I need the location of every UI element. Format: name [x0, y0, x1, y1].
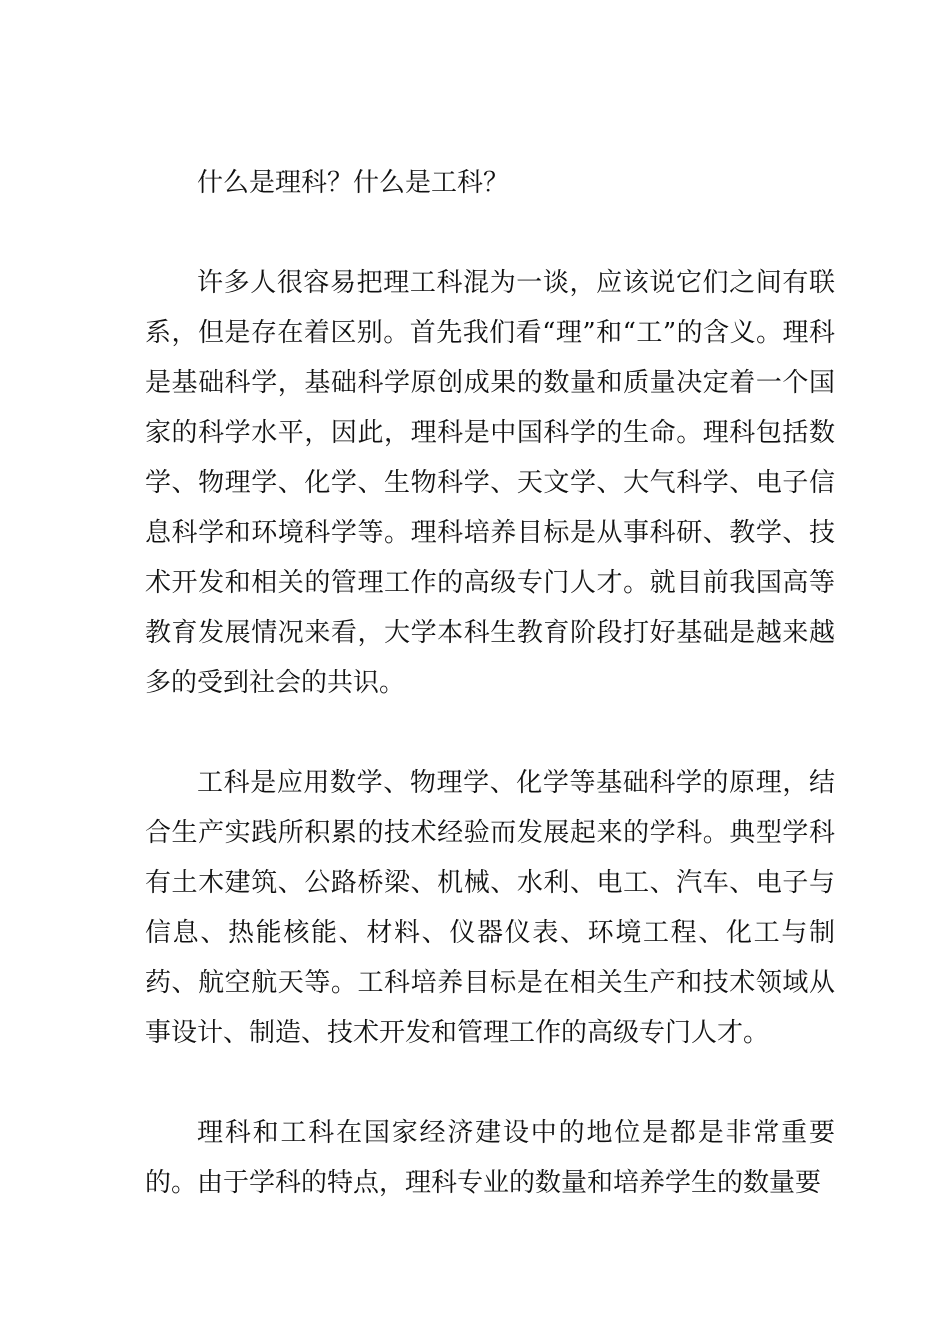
paragraph-science: 许多人很容易把理工科混为一谈，应该说它们之间有联系，但是存在着区别。首先我们看“理”和“工”的含义。理科是基础科学，基础科学原创成果的数量和质量决定着一个国家的科学水平，因此，理科是中国科学的生命。理科包括数学、物理学、化学、生物科学、天文学、大气科学、电子信息科学和环境科学等。理科培养目标是从事科研、教学、技术开发和相关的管理工作的高级专门人才。就目前我国高等教育发展情况来看，大学本科生教育阶段打好基础是越来越多的受到社会的共识。 [145, 268, 835, 698]
document-body [145, 158, 835, 1208]
section-heading: 什么是理科？什么是工科？ [197, 168, 510, 198]
paragraph-spacer [145, 708, 835, 758]
paragraph-spacer [145, 1058, 835, 1108]
paragraph-engineering: 工科是应用数学、物理学、化学等基础科学的原理，结合生产实践所积累的技术经验而发展起来的学科。典型学科有土木建筑、公路桥梁、机械、水利、电工、汽车、电子与信息、热能核能、材料、仪器仪表、环境工程、化工与制药、航空航天等。工科培养目标是在相关生产和技术领域从事设计、制造、技术开发和管理工作的高级专门人才。 [145, 768, 835, 1048]
paragraph-spacer [145, 208, 835, 258]
paragraph-comparison: 理科和工科在国家经济建设中的地位是都是非常重要的。由于学科的特点，理科专业的数量和培养学生的数量要 [145, 1118, 835, 1198]
